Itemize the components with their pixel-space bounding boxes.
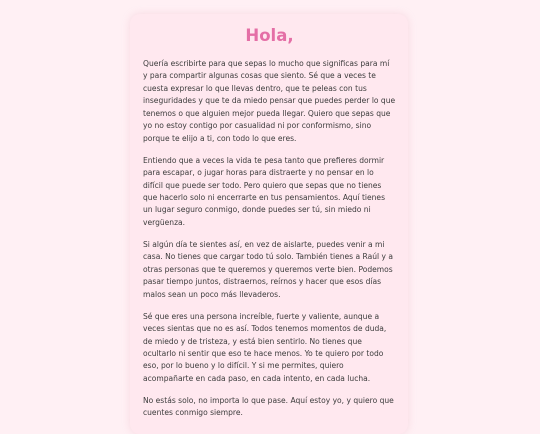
letter-card (130, 14, 408, 434)
letter-greeting: Hola, (245, 26, 294, 45)
letter-paragraph: Entiendo que a veces la vida te pesa tanto que prefieres dormir para escapar, o jugar horas para distraerte y no pensar en lo difícil que puede ser todo. Pero quiero que sepas que no tienes que hacerlo solo ni encerrarte en tus pensamientos. Aquí tienes un lugar seguro conmigo, donde puedes ser tú, sin miedo ni vergüenza. (143, 155, 386, 227)
letter-paragraph: Sé que eres una persona increíble, fuerte y valiente, aunque a veces sientas que no es así. Todos tenemos momentos de duda, de miedo y de tristeza, y está bien sentirlo. No tienes que ocultarlo ni sentir que eso te hace menos. Yo te quiero por todo eso, por lo bueno y lo difícil. Y si me permites, quiero acompañarte en cada paso, en cada intento, en cada lucha. (143, 311, 387, 383)
letter-paragraph: Quería escribirte para que sepas lo mucho que significas para mí y para compartir algunas cosas que siento. Sé que a veces te cuesta expresar lo que llevas dentro, que te peleas con tus inseguridades y que te da miedo pensar que puedes perder lo que tenemos o que alguien mejor pueda llegar. Quiero que sepas que yo no estoy contigo por casualidad ni por conformismo, sino porque te elijo a ti, con todo lo que eres. (143, 59, 396, 143)
letter-paragraph: No estás solo, no importa lo que pase. Aquí estoy yo, y quiero que cuentes conmigo siempre. (143, 395, 394, 418)
letter-paragraph: Si algún día te sientes así, en vez de aislarte, puedes venir a mi casa. No tienes que cargar todo tú solo. También tienes a Raúl y a otras personas que te queremos y queremos verte bien. Podemos pasar tiempo juntos, distraernos, reírnos y hacer que esos días malos sean un poco más llevaderos. (143, 239, 393, 299)
